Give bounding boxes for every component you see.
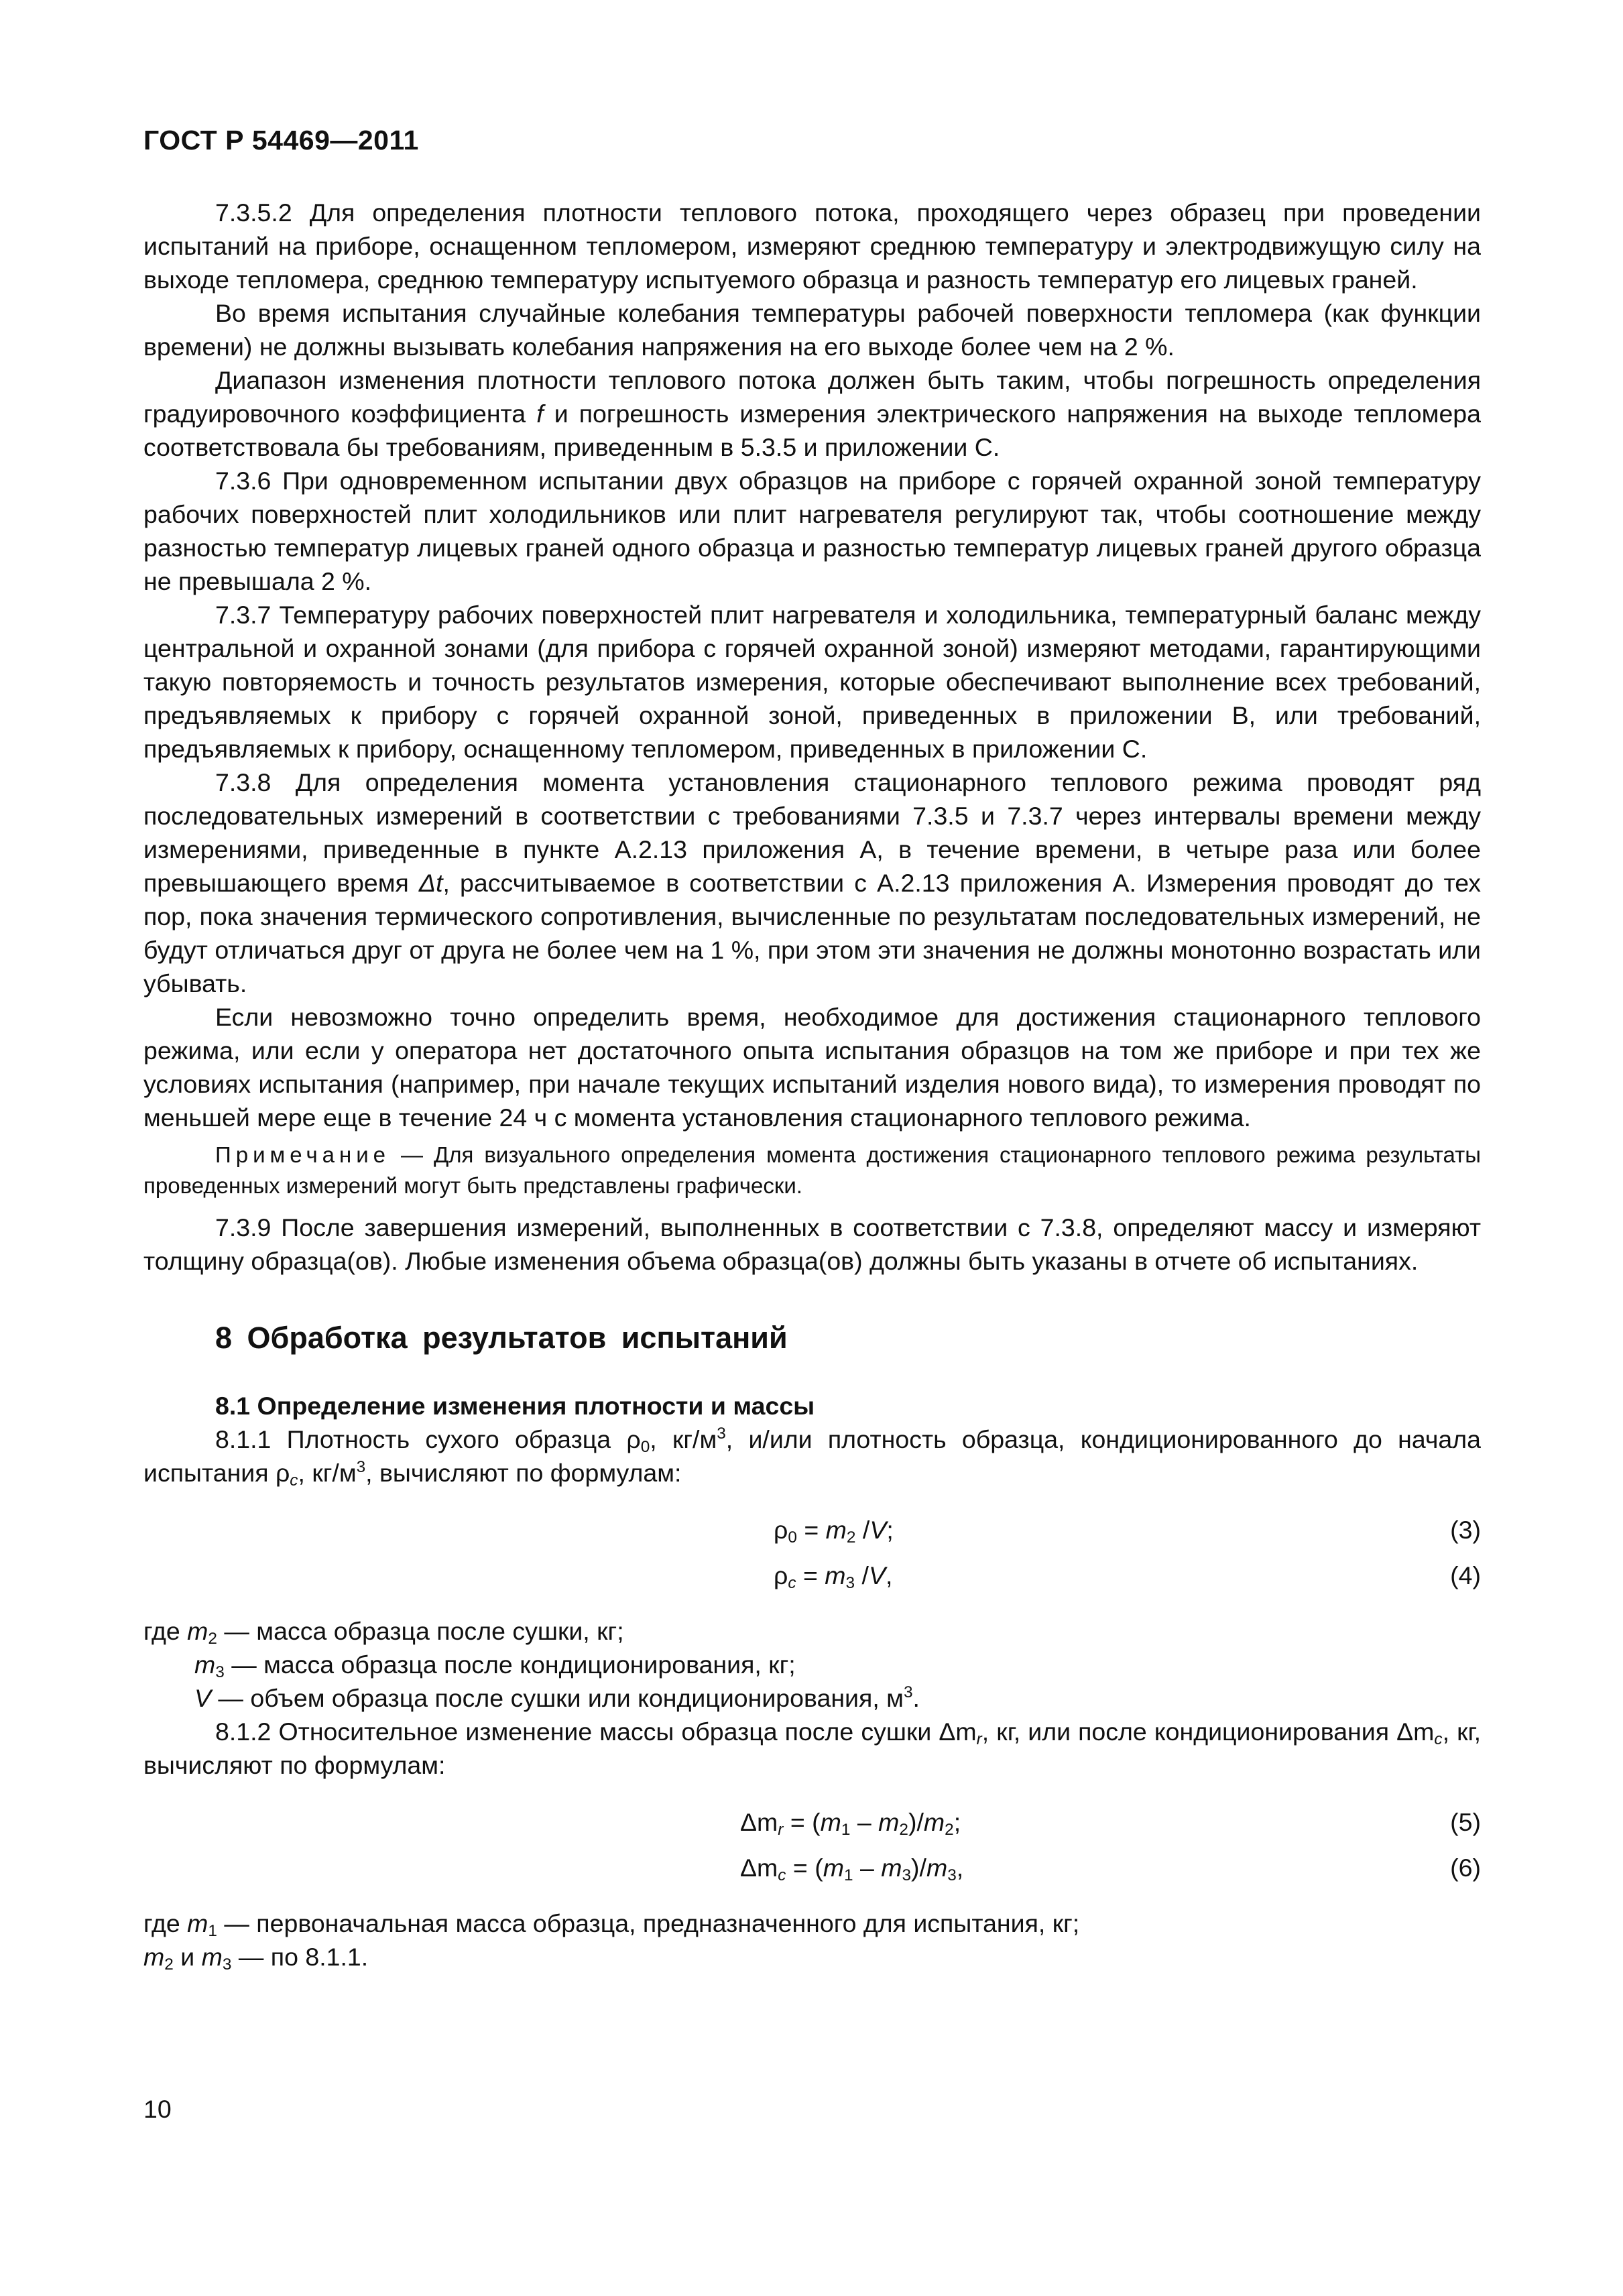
paragraph-fluctuations: Во время испытания случайные колебания температуры рабочей поверхности тепломера (как функции времени) не должны вызывать колебания напряжения на его выходе более чем на 2 %. <box>143 299 1481 361</box>
formula-4 <box>143 1553 1481 1598</box>
formula-5-expression: $\Delta m_r = (m_1 - m_2)/m_2$; <box>740 1808 961 1839</box>
note-text: — Для визуального определения момента достижения стационарного теплового режима результаты проведенных измерений могут быть представлены графически. <box>143 1142 1481 1198</box>
note <box>143 1140 1481 1201</box>
paragraph-8-1-1: 8.1.1 Плотность сухого образца $\rho_0$, $кг/м^3$, и/или плотность образца, кондиционированного до начала испытания $\rho_c$, $кг/м^3$, вычисляют по формулам: <box>143 1425 1481 1490</box>
formula-6-number: (6) <box>1450 1854 1481 1882</box>
formula-3-number: (3) <box>1450 1516 1481 1544</box>
paragraph-steady-state-time: Если невозможно точно определить время, необходимое для достижения стационарного теплового режима, или если у оператора нет достаточного опыта испытания образцов на том же приборе и при тех же условиях испытания (например, при начале текущих испытаний изделия нового вида), то измерения проводят по меньшей мере еще в течение 24 ч с момента установления стационарного теплового режима. <box>143 1003 1481 1132</box>
page-content <box>143 196 1481 1974</box>
paragraph-8-1-2: 8.1.2 Относительное изменение массы образца после сушки $\Delta m_r$, кг, или после кондиционирования $\Delta m_c$, кг, вычисляют по формулам: <box>143 1717 1481 1779</box>
where-v: V — объем образца после сушки или кондиционирования, $м^3$. <box>194 1683 920 1712</box>
where-m2: где $m_2$ — масса образца после сушки, кг; <box>143 1617 624 1648</box>
formulas-density <box>143 1507 1481 1598</box>
formulas-mass-change <box>143 1799 1481 1890</box>
formula-3-expression: $\rho_0 = m_2$ /V; <box>774 1516 894 1547</box>
paragraph-7-3-7: 7.3.7 Температуру рабочих поверхностей плит нагревателя и холодильника, температурный баланс между центральной и охранной зонами (для прибора с горячей охранной зоной) измеряют методами, гарантирующими такую повторяемость и точность результатов измерения, которые обеспечивают выполнение всех требований, предъявляемых к прибору с горячей охранной зоной, приведенных в приложении В, или требований, предъявляемых к прибору, оснащенному тепломером, приведенных в приложении С. <box>143 601 1481 763</box>
where-m2-m3: $m_2$ и $m_3$ — по 8.1.1. <box>143 1943 369 1974</box>
formula-5-number: (5) <box>1450 1808 1481 1836</box>
formula-6 <box>143 1845 1481 1890</box>
paragraph-7-3-9: 7.3.9 После завершения измерений, выполненных в соответствии с 7.3.8, определяют массу и измеряют толщину образца(ов). Любые изменения объема образца(ов) должны быть указаны в отчете об испытаниях. <box>143 1213 1481 1275</box>
paragraph-7-3-5-2: 7.3.5.2 Для определения плотности теплового потока, проходящего через образец при проведении испытаний на приборе, оснащенном тепломером, измеряют среднюю температуру и электродвижущую силу на выходе тепломера, среднюю температуру испытуемого образца и разность температур его лицевых граней. <box>143 198 1481 294</box>
formula-6-expression: $\Delta m_c = (m_1 - m_3)/m_3$, <box>740 1854 964 1884</box>
document-header: ГОСТ Р 54469—2011 <box>143 125 419 156</box>
note-label: Примечание <box>215 1142 391 1167</box>
paragraph-7-3-8: 7.3.8 Для определения момента установления стационарного теплового режима проводят ряд последовательных измерений в соответствии с требованиями 7.3.5 и 7.3.7 через интервалы времени между измерениями, приведенные в пункте А.2.13 приложения А, в течение времени, в четыре раза или более превышающего время Δt, рассчитываемое в соответствии с А.2.13 приложения А. Измерения проводят до тех пор, пока значения термического сопротивления, вычисленные по результатам последовательных измерений, не будут отличаться друг от друга не более чем на 1 %, при этом эти значения не должны монотонно возрастать или убывать. <box>143 768 1482 998</box>
where-m1: где $m_1$ — первоначальная масса образца, предназначенного для испытания, кг; <box>143 1909 1080 1940</box>
where-m3: $m_3$ — масса образца после кондиционирования, кг; <box>194 1650 796 1681</box>
page-number: 10 <box>143 2095 172 2123</box>
formula-4-expression: $\rho_c = m_3$ /V, <box>774 1561 893 1592</box>
formula-4-number: (4) <box>1450 1561 1481 1589</box>
section-8-title: 8 Обработка результатов испытаний <box>215 1321 788 1355</box>
subsection-8-1-title: 8.1 Определение изменения плотности и массы <box>215 1392 815 1420</box>
paragraph-7-3-6: 7.3.6 При одновременном испытании двух образцов на приборе с горячей охранной зоной температуру рабочих поверхностей плит холодильников или плит нагревателя регулируют так, чтобы соотношение между разностью температур лицевых граней одного образца и разностью температур лицевых граней другого образца не превышала 2 %. <box>143 467 1481 595</box>
paragraph-flux-range: Диапазон изменения плотности теплового потока должен быть таким, чтобы погрешность определения градуировочного коэффициента f и погрешность измерения электрического напряжения на выходе тепломера соответствовала бы требованиям, приведенным в 5.3.5 и приложении С. <box>143 366 1482 461</box>
formula-3 <box>143 1507 1481 1553</box>
formula-5 <box>143 1799 1481 1845</box>
